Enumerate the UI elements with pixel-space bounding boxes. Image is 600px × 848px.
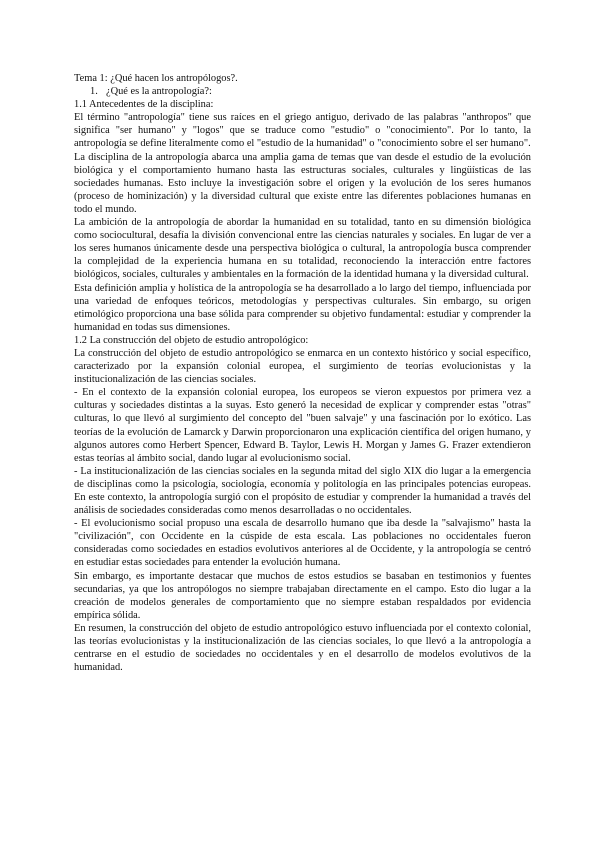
section-heading	[74, 85, 531, 98]
subsection-heading-1: 1.1 Antecedentes de la disciplina:	[74, 99, 214, 111]
subsection-heading-2: 1.2 La construcción del objeto de estudio antropológico:	[74, 334, 309, 346]
paragraph-4: Esta definición amplia y holística de la antropología se ha desarrollado a lo largo del tiempo, influenciada por una variedad de enfoques teóricos, metodologías y perspectivas culturales. Sin embargo, su origen etimológico proporciona una base sólida para comprender su objetivo fundamental: estudiar y comprender la humanidad en todas sus dimensiones.	[74, 282, 531, 333]
paragraph-2: La disciplina de la antropología abarca una amplia gama de temas que van desde el estudio de la evolución biológica y el comportamiento humano hasta las estructuras sociales, culturales y lingüísticas de las sociedades humanas. Esto incluye la investigación sobre el origen y la evolución de los seres humanos (proceso de hominización) y la diversidad cultural que existe entre las diferentes poblaciones humanas en todo el mundo.	[74, 151, 531, 215]
document-page	[74, 72, 531, 674]
paragraph-7: - La institucionalización de las ciencias sociales en la segunda mitad del siglo XIX dio lugar a la emergencia de disciplinas como la psicología, sociología, economía y politología en las principales potencias europeas. En este contexto, la antropología surgió con el propósito de estudiar y comprender la humanidad a través del análisis de sociedades consideradas como menos desarrolladas o no occidentales.	[74, 465, 531, 517]
paragraph-8: - El evolucionismo social propuso una escala de desarrollo humano que iba desde la "salvajismo" hasta la "civilización", con Occidente en la cúspide de esta escala. Las poblaciones no occidentales fueron consideradas como sociedades en estadios evolutivos anteriores al de Occidente, y la antropología se centró en estudiar estas sociedades para entender la evolución humana.	[74, 518, 531, 569]
section-number: 1.	[90, 86, 98, 98]
paragraph-6: - En el contexto de la expansión colonial europea, los europeos se vieron expuestos por primera vez a culturas y sociedades distintas a la suyas. Esto generó la necesidad de explicar y comprender estas "otras" culturas, lo que llevó al surgimiento del concepto del "buen salvaje" y una fascinación por lo exótico. Las teorías de la evolución de Lamarck y Darwin proporcionaron una explicación científica del origen humano, y algunos autores como Herbert Spencer, Edward B. Taylor, Lewis H. Morgan y James G. Frazer extendieron estas teorías al ámbito social, dando lugar al evolucionismo social.	[74, 387, 531, 464]
paragraph-9: Sin embargo, es importante destacar que muchos de estos estudios se basaban en testimonios y fuentes secundarias, ya que los antropólogos no siempre trabajaban directamente en el campo. Esto dio lugar a la creación de modelos generales de comportamiento que no siempre estaban respaldados por evidencia empírica sólida.	[74, 570, 531, 621]
paragraph-10: En resumen, la construcción del objeto de estudio antropológico estuvo influenciada por el contexto colonial, las teorías evolucionistas y la institucionalización de las ciencias sociales, lo que llevó a la antropología a centrarse en el estudio de sociedades no occidentales y en el desarrollo de modelos evolutivos de la humanidad.	[74, 622, 531, 674]
paragraph-1: El término "antropología" tiene sus raíces en el griego antiguo, derivado de las palabras "anthropos" que significa "ser humano" y "logos" que se traduce como "estudio" o "conocimiento". Por lo tanto, la antropología se define literalmente como el "estudio de la humanidad" o "conocimiento sobre el ser humano".	[74, 112, 531, 150]
paragraph-5: La construcción del objeto de estudio antropológico se enmarca en un contexto histórico y social específico, caracterizado por la expansión colonial europea, el surgimiento de teorías evolucionistas y la institucionalización de las ciencias sociales.	[74, 347, 531, 386]
paragraph-3: La ambición de la antropología de abordar la humanidad en su totalidad, tanto en su dimensión biológica como sociocultural, desafía la división convencional entre las ciencias naturales y sociales. En lugar de ver a los seres humanos únicamente desde una perspectiva biológica o cultural, la antropología busca comprender la complejidad de la experiencia humana en su totalidad, reconociendo la interacción entre factores biológicos, sociales, culturales y ambientales en la formación de la identidad humana y la diversidad cultural.	[74, 217, 531, 281]
section-title: ¿Qué es la antropología?:	[106, 86, 212, 98]
document-title: Tema 1: ¿Qué hacen los antropólogos?.	[74, 73, 238, 84]
